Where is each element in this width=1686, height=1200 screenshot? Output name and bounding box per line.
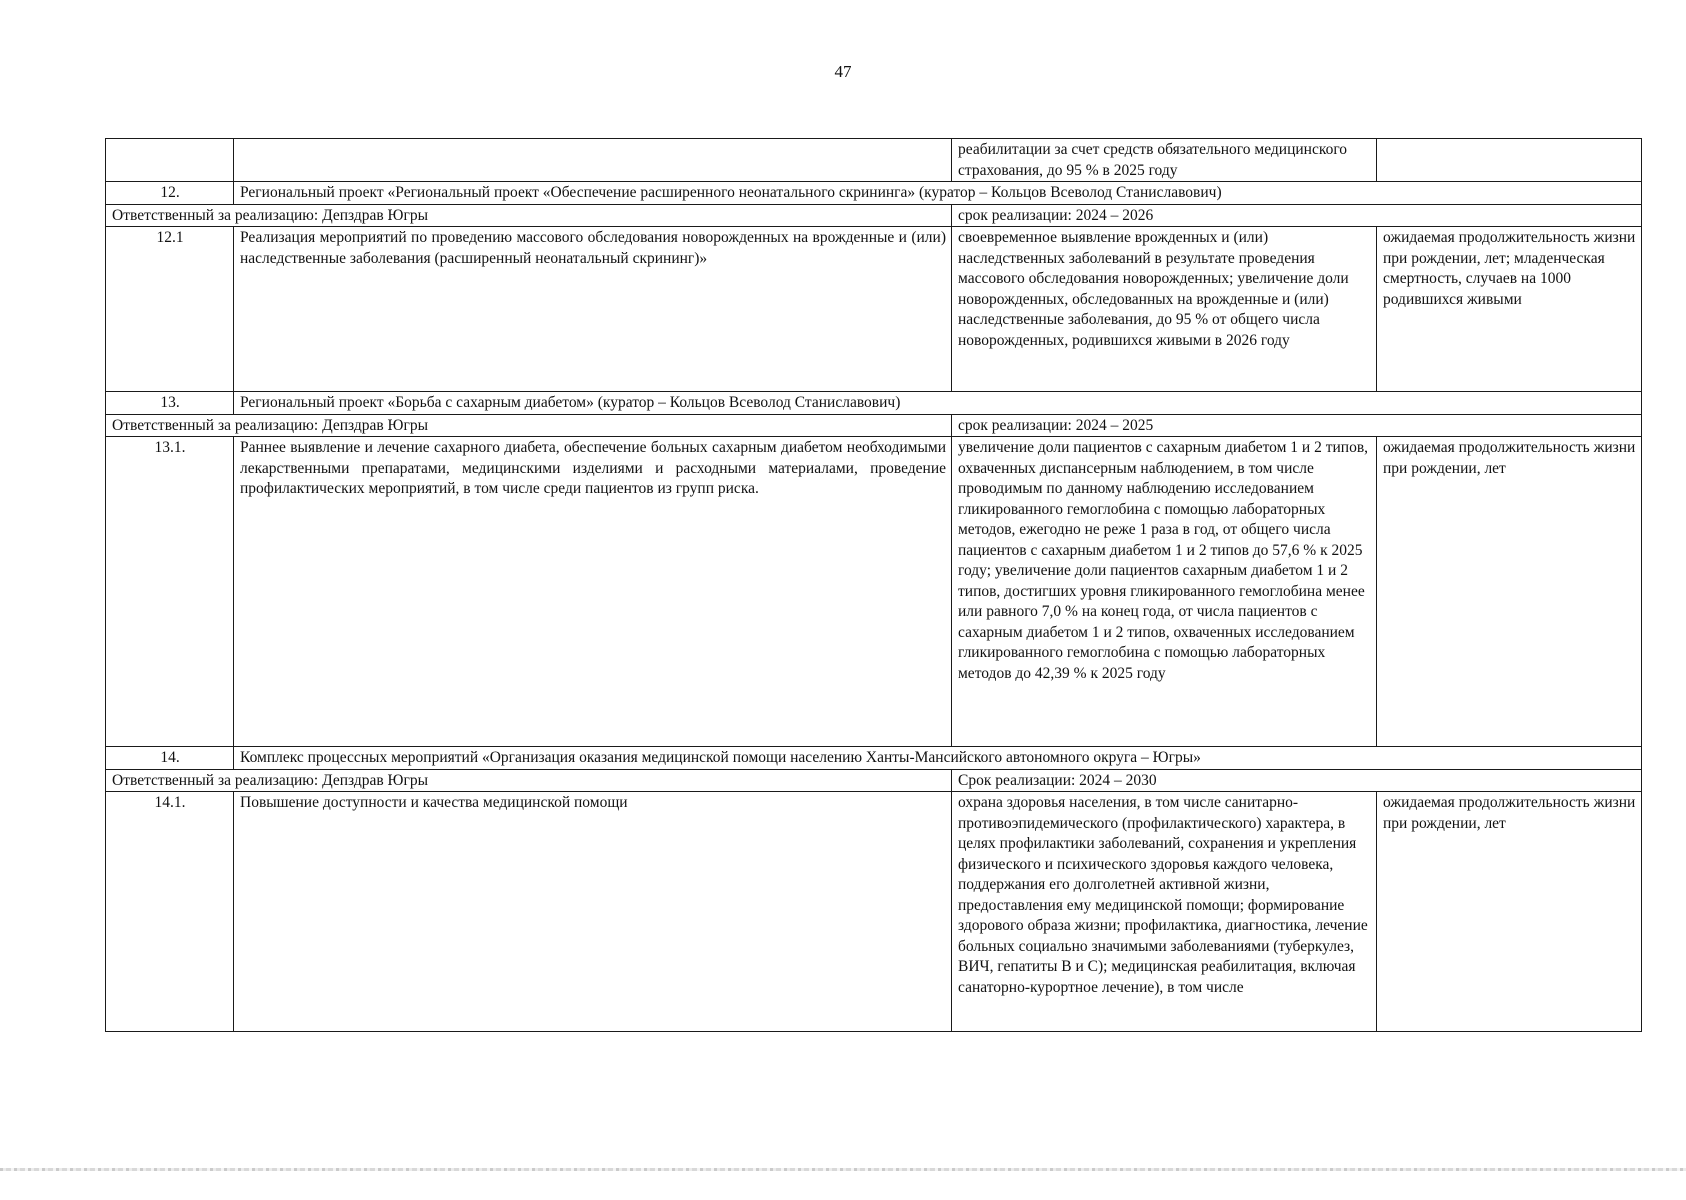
section-number: 13. xyxy=(106,392,234,415)
table-row xyxy=(106,437,1642,747)
term-cell: срок реализации: 2024 – 2025 xyxy=(952,414,1642,437)
table-row xyxy=(106,792,1642,1032)
measures-table xyxy=(105,138,1642,1032)
responsible-cell: Ответственный за реализацию: Депздрав Югры xyxy=(106,769,952,792)
item-name: Повышение доступности и качества медицинской помощи xyxy=(234,792,952,1032)
table-row-continuation xyxy=(106,139,1642,182)
item-task: своевременное выявление врожденных и (или) наследственных заболеваний в результате проведения массового обследования новорожденных; увеличение доли новорожденных, обследованных на врожденные и (или) наследственные заболевания, до 95 % от общего числа новорожденных, родившихся живыми в 2026 году xyxy=(952,227,1377,392)
name-cell xyxy=(234,139,952,182)
section-title: Региональный проект «Борьба с сахарным диабетом» (куратор – Кольцов Всеволод Станиславович) xyxy=(234,392,1642,415)
item-indicator: ожидаемая продолжительность жизни при рождении, лет; младенческая смертность, случаев на 1000 родившихся живыми xyxy=(1377,227,1642,392)
responsible-cell: Ответственный за реализацию: Депздрав Югры xyxy=(106,204,952,227)
section-number: 14. xyxy=(106,747,234,770)
task-cell: реабилитации за счет средств обязательного медицинского страхования, до 95 % в 2025 году xyxy=(952,139,1377,182)
item-number: 14.1. xyxy=(106,792,234,1032)
section-title: Региональный проект «Региональный проект «Обеспечение расширенного неонатального скрининга» (куратор – Кольцов Всеволод Станиславович) xyxy=(234,182,1642,205)
section-header-row xyxy=(106,182,1642,205)
item-task: увеличение доли пациентов с сахарным диабетом 1 и 2 типов, охваченных диспансерным наблюдением, в том числе проводимым по данному наблюдению исследованием гликированного гемоглобина с помощью лабораторных методов, ежегодно не реже 1 раза в год, от общего числа пациентов с сахарным диабетом 1 и 2 типов до 57,6 % к 2025 году; увеличение доли пациентов сахарным диабетом 1 и 2 типов, достигших уровня гликированного гемоглобина менее или равного 7,0 % на конец года, от числа пациентов с сахарным диабетом 1 и 2 типов, охваченных исследованием гликированного гемоглобина с помощью лабораторных методов до 42,39 % к 2025 году xyxy=(952,437,1377,747)
section-header-row xyxy=(106,392,1642,415)
responsible-row xyxy=(106,414,1642,437)
responsible-cell: Ответственный за реализацию: Депздрав Югры xyxy=(106,414,952,437)
responsible-row xyxy=(106,204,1642,227)
page-number: 47 xyxy=(834,62,852,81)
item-number: 12.1 xyxy=(106,227,234,392)
table-row xyxy=(106,227,1642,392)
section-header-row xyxy=(106,747,1642,770)
item-name: Раннее выявление и лечение сахарного диабета, обеспечение больных сахарным диабетом необходимыми лекарственными препаратами, медицинскими изделиями и расходными материалами, проведение профилактических мероприятий, в том числе среди пациентов из групп риска. xyxy=(234,437,952,747)
section-title: Комплекс процессных мероприятий «Организация оказания медицинской помощи населению Ханты-Мансийского автономного округа – Югры» xyxy=(234,747,1642,770)
item-indicator: ожидаемая продолжительность жизни при рождении, лет xyxy=(1377,437,1642,747)
section-number: 12. xyxy=(106,182,234,205)
item-number: 13.1. xyxy=(106,437,234,747)
number-cell xyxy=(106,139,234,182)
item-name: Реализация мероприятий по проведению массового обследования новорожденных на врожденные и (или) наследственные заболевания (расширенный неонатальный скрининг)» xyxy=(234,227,952,392)
indicator-cell xyxy=(1377,139,1642,182)
responsible-row xyxy=(106,769,1642,792)
item-task: охрана здоровья населения, в том числе санитарно-противоэпидемического (профилактического) характера, в целях профилактики заболеваний, сохранения и укрепления физического и психического здоровья каждого человека, поддержания его долголетней активной жизни, предоставления ему медицинской помощи; формирование здорового образа жизни; профилактика, диагностика, лечение больных социально значимыми заболеваниями (туберкулез, ВИЧ, гепатиты В и С); медицинская реабилитация, включая санаторно-курортное лечение), в том числе xyxy=(952,792,1377,1032)
item-indicator: ожидаемая продолжительность жизни при рождении, лет xyxy=(1377,792,1642,1032)
term-cell: Срок реализации: 2024 – 2030 xyxy=(952,769,1642,792)
term-cell: срок реализации: 2024 – 2026 xyxy=(952,204,1642,227)
scan-artifact-line xyxy=(0,1168,1686,1171)
